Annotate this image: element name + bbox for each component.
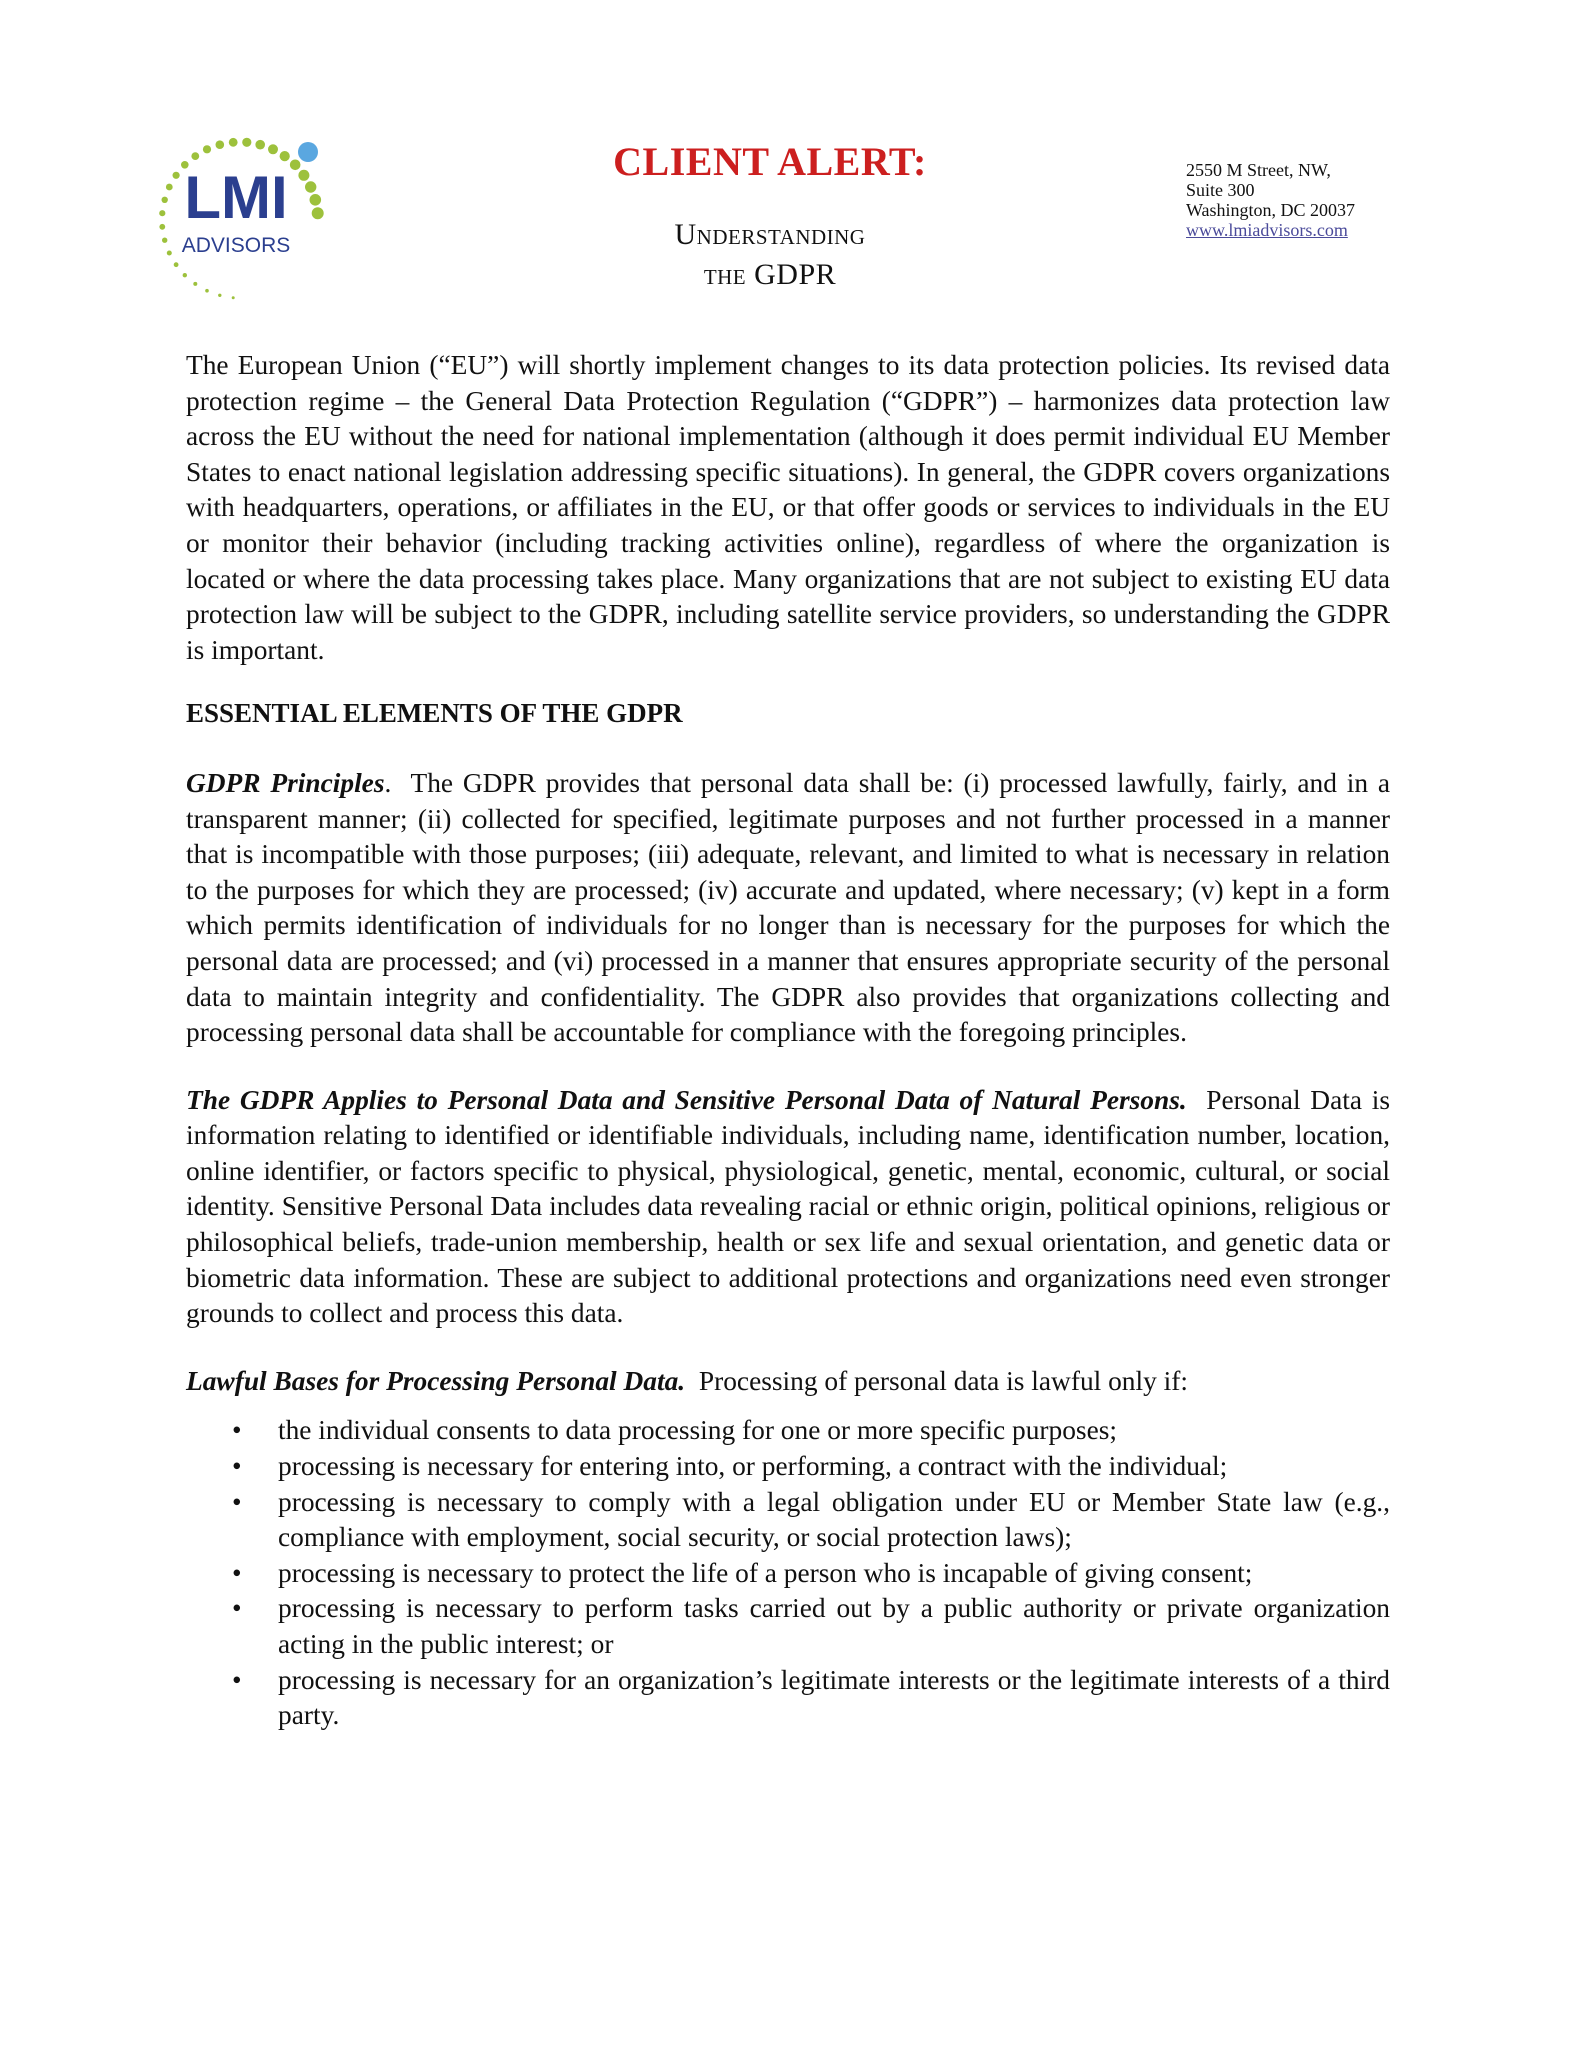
- website-link[interactable]: www.lmiadvisors.com: [1186, 220, 1348, 240]
- bullet-icon: •: [232, 1593, 242, 1624]
- bullet-icon: •: [232, 1415, 242, 1446]
- lawful-bases-text: Processing of personal data is lawful only if:: [698, 1365, 1188, 1396]
- list-item: • processing is necessary to protect the life of a person who is incapable of giving consent;: [186, 1556, 1390, 1592]
- logo-dot: [310, 194, 322, 206]
- logo-dot: [218, 294, 221, 297]
- intro-paragraph: The European Union (“EU”) will shortly implement changes to its data protection policies. Its revised data protection regime – the General Data Protection Regulation (“GDPR”) – harmonizes data protection law across the EU without the need for national implementation (although it does permit individual EU Member States to enact national legislation addressing specific situations). In general, the GDPR covers organizations with headquarters, operations, or affiliates in the EU, or that offer goods or services to individuals in the EU or monitor their behavior (including tracking activities online), regardless of where the organization is located or where the data processing takes place. Many organizations that are not subject to existing EU data protection law will be subject to the GDPR, including satellite service providers, so understanding the GDPR is important.: [186, 350, 1390, 665]
- document-body: [186, 348, 1390, 1734]
- list-item: • processing is necessary to perform tasks carried out by a public authority or private organization acting in the public interest; or: [232, 1593, 1390, 1659]
- logo-dot: [173, 172, 180, 179]
- bullet-icon: •: [232, 1486, 242, 1517]
- applies-paragraph: [186, 1083, 1390, 1332]
- list-item: • processing is necessary for entering into, or performing, a contract with the individual;: [186, 1449, 1390, 1485]
- logo-dot: [174, 262, 179, 267]
- logo-dot: [305, 181, 316, 192]
- firm-address: [1186, 160, 1355, 240]
- address-line-1: 2550 M Street, NW,: [1186, 160, 1331, 180]
- bullet-icon: •: [232, 1664, 242, 1695]
- logo-dot: [255, 140, 265, 150]
- logo-dot: [298, 170, 309, 181]
- address-line-3: Washington, DC 20037: [1186, 200, 1356, 220]
- title-block: [560, 138, 980, 295]
- logo-dot: [203, 145, 211, 153]
- lawful-bases-paragraph: [186, 1364, 1390, 1400]
- lawful-bases-list: [186, 1413, 1390, 1733]
- logo-dot: [312, 207, 324, 219]
- document-subtitle: [560, 215, 980, 295]
- principles-paragraph: GDPR Principles. The GDPR provides that personal data shall be: (i) processed lawfully, fairly, and in a transparent manner; (ii) collected for specified, legitimate purposes and not further processed in a manner that is incompatible with those purposes; (iii) adequate, relevant, and limited to what is necessary in relation to the purposes for which they are processed; (iv) accurate and updated, where necessary; (v) kept in a form which permits identification of individuals for no longer than is necessary for the purposes for which the personal data are processed; and (vi) processed in a manner that ensures appropriate security of the personal data to maintain integrity and confidentiality. The GDPR also provides that organizations collecting and processing personal data shall be accountable for compliance with the foregoing principles.: [186, 767, 1390, 1048]
- logo-dot: [229, 138, 238, 147]
- logo-dot: [159, 210, 165, 216]
- logo-dot: [166, 184, 173, 191]
- bullet-icon: •: [232, 1451, 242, 1482]
- lmi-advisors-logo: [158, 120, 328, 310]
- list-item: • processing is necessary to comply with a legal obligation under EU or Member State law (e.g., compliance with employment, social security, or social protection laws);: [232, 1486, 1390, 1553]
- logo-accent-dot: [298, 142, 318, 162]
- list-item: • processing is necessary for an organization’s legitimate interests or the legitimate interests of a third party.: [232, 1664, 1390, 1731]
- logo-dot: [159, 224, 165, 230]
- logo-dot: [191, 152, 199, 160]
- applies-text: Personal Data is information relating to identified or identifiable individuals, including name, identification number, location, online identifier, or factors specific to physical, physiological, genetic, mental, economic, cultural, or social identity. Sensitive Personal Data includes data revealing racial or ethnic origin, political opinions, religious or philosophical beliefs, trade-union membership, health or sex life and sexual orientation, and genetic data or biometric data information. These are subject to additional protections and organizations need even stronger grounds to collect and process this data.: [186, 1084, 1390, 1329]
- logo-dot: [167, 251, 172, 256]
- logo-dot: [268, 144, 278, 154]
- logo-dot: [242, 138, 251, 147]
- logo-dot: [183, 273, 187, 277]
- subtitle-line-1: Understanding: [674, 218, 866, 251]
- logo-sub-text: ADVISORS: [181, 234, 291, 257]
- principles-text: The GDPR provides that personal data shall be: (i) processed lawfully, fairly, and in a transparent manner; (ii) collected for specified, legitimate purposes and not further processed in a manner that is incompatible with those purposes; (iii) adequate, relevant, and limited to what is necessary in relation to the purposes for which they are processed; (iv) accurate and updated, where necessary; (v) kept in a form which permits identification of individuals for no longer than is necessary for the purposes for which the personal data are processed; and (vi) processed in a manner that ensures appropriate security of the personal data to maintain integrity and confidentiality. The GDPR also provides that organizations collecting and processing personal data shall be accountable for compliance with the foregoing principles.: [186, 767, 1390, 1048]
- logo-dot: [162, 197, 168, 203]
- principles-heading: GDPR Principles: [186, 767, 385, 798]
- logo-dot: [280, 151, 290, 161]
- subtitle-line-2: the GDPR: [703, 258, 837, 291]
- lawful-bases-heading: Lawful Bases for Processing Personal Data.: [186, 1365, 686, 1396]
- bullet-icon: •: [232, 1557, 242, 1588]
- client-alert-title: CLIENT ALERT:: [613, 139, 927, 184]
- logo-dot: [162, 238, 167, 243]
- logo-dot: [216, 140, 225, 149]
- applies-heading: The GDPR Applies to Personal Data and Sensitive Personal Data of Natural Persons.: [186, 1084, 1187, 1115]
- logo-dot: [290, 160, 301, 171]
- address-line-2: Suite 300: [1186, 180, 1255, 200]
- logo-dot: [205, 289, 209, 293]
- logo-dot: [193, 282, 197, 286]
- logo-main-text: LMI: [184, 164, 288, 231]
- section-heading: ESSENTIAL ELEMENTS OF THE GDPR: [186, 698, 683, 729]
- logo-dot: [232, 296, 235, 299]
- list-item: • the individual consents to data processing for one or more specific purposes;: [186, 1413, 1390, 1449]
